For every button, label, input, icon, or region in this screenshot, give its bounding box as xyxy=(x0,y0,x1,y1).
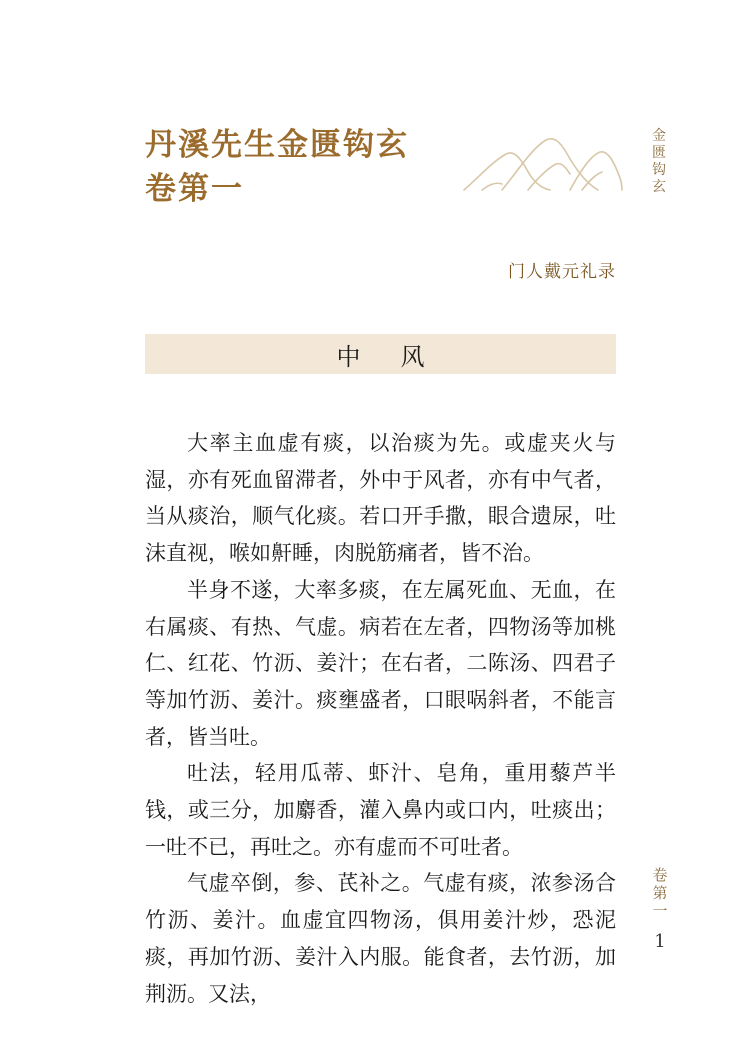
book-title-line: 丹溪先生金匮钩玄 xyxy=(145,127,409,163)
paragraph: 半身不遂，大率多痰，在左属死血、无血，在右属痰、有热、气虚。病若在左者，四物汤等加桃仁、红花、竹沥、姜汁；在右者，二陈汤、四君子等加竹沥、姜汁。痰壅盛者，口眼㖞斜者，不能言者，皆当吐。 xyxy=(145,577,616,749)
paragraph: 大率主血虚有痰，以治痰为先。或虚夹火与湿，亦有死血留滞者，外中于风者，亦有中气者，当从痰治，顺气化痰。若口开手撒，眼合遗尿，吐沫直视，喉如鼾睡，肉脱筋痛者，皆不治。 xyxy=(145,431,616,566)
page-number: 1 xyxy=(654,931,666,952)
author-credit: 门人戴元礼录 xyxy=(508,262,616,282)
paragraph: 吐法，轻用瓜蒂、虾汁、皂角，重用藜芦半钱，或三分，加麝香，灌入鼻内或口内，吐痰出；一吐不已，再吐之。亦有虚而不可吐者。 xyxy=(145,761,616,859)
volume-title-line: 卷第一 xyxy=(145,171,244,207)
body-text xyxy=(145,425,616,1012)
mountain-decoration-icon xyxy=(462,128,624,194)
paragraph: 气虚卒倒，参、芪补之。气虚有痰，浓参汤合竹沥、姜汁。血虚宜四物汤，俱用姜汁炒，恐泥痰，再加竹沥、姜汁入内服。能食者，去竹沥，加荆沥。又法， xyxy=(145,871,616,1006)
section-title: 中风 xyxy=(336,342,465,371)
chapter-title xyxy=(145,123,445,211)
book-title-side-label: 金匮钩玄 xyxy=(652,128,666,195)
section-header-band xyxy=(145,334,616,374)
chapter-side-label: 卷第一 xyxy=(652,866,668,920)
